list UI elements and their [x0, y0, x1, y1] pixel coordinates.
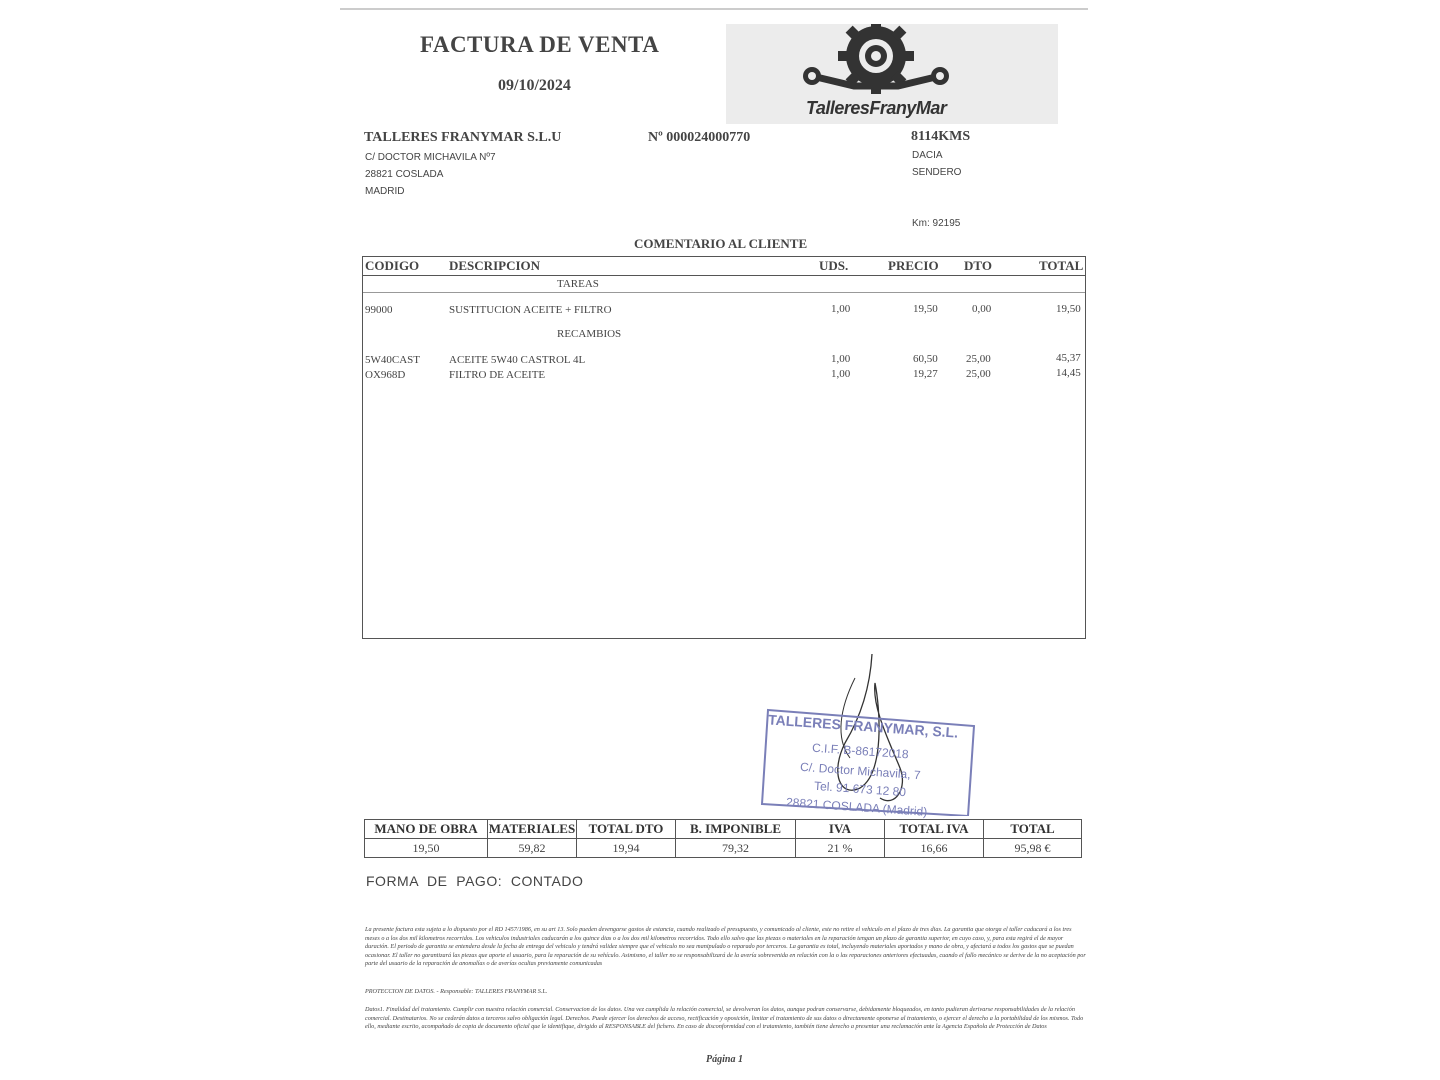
comment-title: COMENTARIO AL CLIENTE: [634, 236, 808, 251]
totals-header: B. IMPONIBLE: [676, 820, 796, 839]
company-address: C/ DOCTOR MICHAVILA Nº7: [365, 152, 496, 163]
data-protection-text: Datos1. Finalidad del tratamiento. Cumplir con nuestra relación comercial. Conservacion de los datos. Una vez cumplida la relación comercial, se devolveran los datos, aunque podran conservarse, debidamente bloqueados, en tanto pudieran derivarse responsabilidades de la relación comercial. Destinatarios. No se cederán datos a terceros salvo obligación legal. Derechos. Puede ejercer los derechos de acceso, rectificación y oposición, limitar el tratamiento de sus datos o directamente oponerse al tratamiento, o ejercer el derecho a la portabilidad de los mismos. Todo ello, mediante escrito, acompañado de copia de documento oficial que le identifique, dirigido al RESPONSABLE del fichero. En caso de disconformidad con el tratamiento, también tiene derecho a presentar una reclamación ante la Agencia Española de Protección de Datos: [365, 1006, 1084, 1031]
table-row-descripcion: SUSTITUCION ACEITE + FILTRO: [449, 304, 612, 316]
table-row-precio: 19,27: [913, 368, 938, 380]
section-tareas: TAREAS: [557, 278, 599, 290]
table-row-codigo: 99000: [365, 304, 393, 316]
stamp-line-4: Tel. 91 673 12 80: [813, 778, 907, 800]
totals-materiales: 59,82: [488, 839, 577, 858]
stamp-line-5: 28821 COSLADA (Madrid): [785, 795, 928, 819]
table-row-uds: 1,00: [831, 353, 851, 365]
invoice-number: Nº 000024000770: [648, 130, 751, 145]
company-logo: [726, 24, 1058, 124]
totals-header: MATERIALES: [488, 820, 577, 839]
logo-wordmark: TalleresFranyMar: [806, 98, 947, 118]
payment-method: FORMA DE PAGO: CONTADO: [366, 873, 584, 889]
table-row-total: 19,50: [1056, 303, 1081, 315]
stamp-line-2: C.I.F. B-86172018: [811, 740, 910, 762]
section-recambios: RECAMBIOS: [557, 328, 622, 340]
table-row-dto: 0,00: [972, 303, 992, 315]
top-rule: [340, 8, 1088, 10]
totals-iva: 21 %: [796, 839, 885, 858]
vehicle-model: SENDERO: [912, 167, 962, 178]
company-name: TALLERES FRANYMAR S.L.U: [364, 130, 562, 145]
totals-header: TOTAL IVA: [885, 820, 984, 839]
stamp-line-1: TALLERES FRANYMAR, S.L.: [767, 711, 959, 741]
totals-header: TOTAL: [984, 820, 1082, 839]
totals-header: TOTAL DTO: [577, 820, 676, 839]
col-precio: PRECIO: [888, 258, 939, 273]
table-row-uds: 1,00: [831, 303, 851, 315]
header-divider: [363, 275, 1085, 276]
table-row-precio: 19,50: [913, 303, 938, 315]
table-row-precio: 60,50: [913, 353, 938, 365]
vehicle-km: Km: 92195: [912, 218, 961, 229]
totals-table: [364, 819, 1082, 858]
vehicle-make: DACIA: [912, 150, 943, 161]
page-number: Página 1: [706, 1054, 743, 1065]
col-uds: UDS.: [819, 258, 849, 273]
table-row-descripcion: FILTRO DE ACEITE: [449, 369, 546, 381]
totals-header: IVA: [796, 820, 885, 839]
totals-base-imponible: 79,32: [676, 839, 796, 858]
table-row-descripcion: ACEITE 5W40 CASTROL 4L: [449, 354, 586, 366]
table-row-uds: 1,00: [831, 368, 851, 380]
totals-mano-de-obra: 19,50: [365, 839, 488, 858]
vehicle-kms: 8114KMS: [911, 129, 971, 144]
data-protection-heading: PROTECCION DE DATOS. - Responsable: TALLERES FRANYMAR S.L.: [365, 988, 548, 995]
table-row-total: 14,45: [1056, 367, 1081, 379]
col-codigo: CODIGO: [365, 258, 420, 273]
totals-total-iva: 16,66: [885, 839, 984, 858]
totals-header: MANO DE OBRA: [365, 820, 488, 839]
col-total: TOTAL: [1039, 258, 1084, 273]
section-divider: [363, 292, 1085, 293]
table-row-dto: 25,00: [966, 353, 991, 365]
table-row-codigo: 5W40CAST: [365, 354, 420, 366]
col-descripcion: DESCRIPCION: [449, 258, 541, 273]
legal-terms: La presente factura esta sujeta a lo dispuesto por el RD 1457/1986, en su art 13. Solo pueden devengarse gastos de estancia, cuando realizado el presupuesto, y comunicado al cliente, este no retire el vehiculo en el plazo de tres dias. La garantia que otorga el taller caducará a los tres meses o a los dos mil kilometros recorridos. Los vehiculos industriales caducarán a los quince dias o a los dos mil kilometros recorridos. Todo ello salvo que las piezas o materiales en la reparación tengan un plazo de garantia superior, en cuyo caso, y, para esta regirá el de mayor duración. El periodo de garantia se entendera desde la fecha de entrega del vehiculo y tendrá validez siempre que el vehiculo no sea manipulado o reparado por terceros. La garantia es total, incluyendo materiales aportados y mano de obra, y afectará a todos los gastos que se puedan ocasionar. El taller no garantizará las piezas que aporte el usuario, para la reparación de su vehículo. Asimismo, el taller no se responsabilizará de la avería sobrevenida en relación con la o las reparaciones anteriores efectuadas, cuando el fallo mecánico se derive de la no aceptación por parte del usuario de la reparación de anomalías o de averías ocultas previamente comunicadas: [365, 926, 1086, 968]
table-row-total: 45,37: [1056, 352, 1081, 364]
totals-total: 95,98 €: [984, 839, 1082, 858]
table-row-dto: 25,00: [966, 368, 991, 380]
document-title: FACTURA DE VENTA: [420, 32, 660, 57]
company-city: 28821 COSLADA: [365, 169, 444, 180]
invoice-date: 09/10/2024: [498, 77, 571, 94]
totals-total-dto: 19,94: [577, 839, 676, 858]
stamp-line-3: C/. Doctor Michavila, 7: [799, 759, 922, 783]
table-row-codigo: OX968D: [365, 369, 406, 381]
company-stamp: [758, 700, 976, 819]
col-dto: DTO: [964, 258, 992, 273]
company-province: MADRID: [365, 186, 405, 197]
